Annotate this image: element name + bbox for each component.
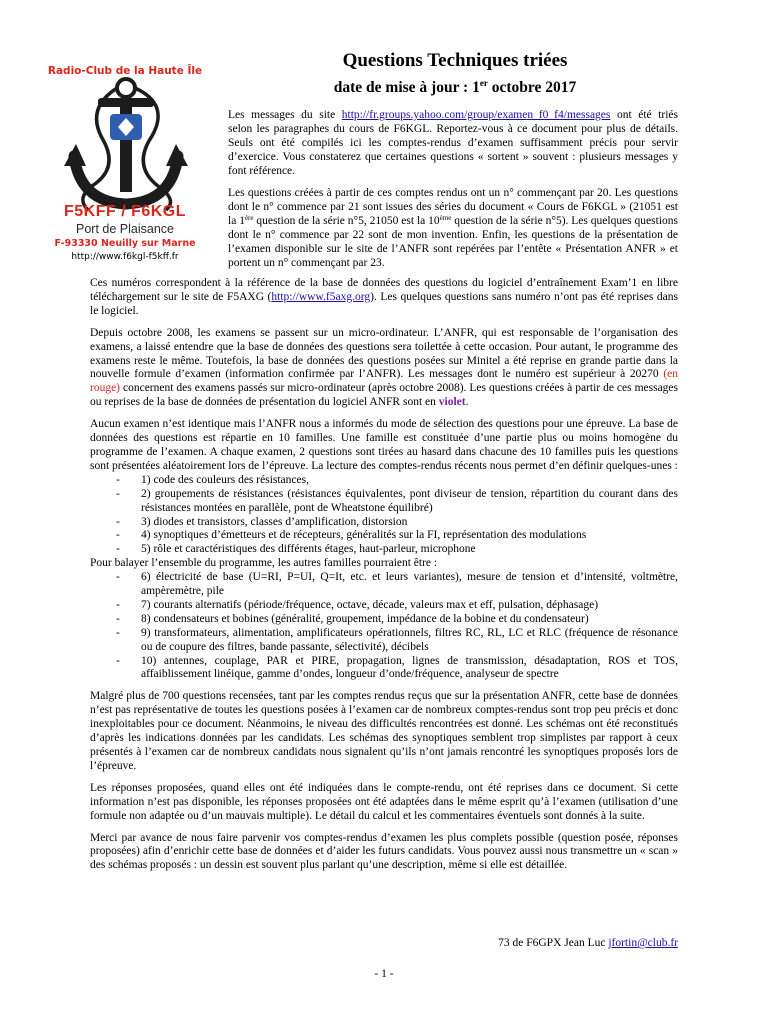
list-item-text: 4) synoptiques d’émetteurs et de récepteurs, généralités sur la FI, représentation des modulations (141, 529, 587, 542)
signature (498, 937, 678, 949)
list-dash: - (116, 654, 120, 667)
list-item (90, 488, 678, 516)
list-dash: - (116, 529, 120, 542)
family-list-1 (90, 474, 678, 557)
paragraph-numbering (90, 277, 678, 319)
list-item-text: 3) diodes et transistors, classes d’amplification, distorsion (141, 515, 408, 528)
logo-club-name: Radio-Club de la Haute Île (47, 65, 203, 77)
yahoo-group-link[interactable]: http://fr.groups.yahoo.com/group/examen_f0_f4/messages (341, 109, 611, 121)
list-item-text: 1) code des couleurs des résistances, (141, 473, 309, 486)
list-item (90, 599, 678, 613)
date-prefix: date de mise à jour : 1 (333, 79, 480, 96)
list-item (90, 543, 678, 557)
logo-website: http://www.f6kgl-f5kff.fr (71, 252, 179, 262)
list-dash: - (116, 626, 120, 639)
list-item-text: 6) électricité de base (U=RI, P=UI, Q=It, etc. et leurs variantes), mesure de tension et d’intensité, voltmètre, ampèremètre, pile (141, 571, 678, 598)
paragraph-thanks: Merci par avance de nous faire parvenir vos comptes-rendus d’examen les plus complets possible (question posée, réponses proposées) afin d’enrichir cette base de données et d’aider les futurs candidats. Vous pouvez aussi nous transmettre un « scan » des schémas proposés : un dessin est souvent plus parlant qu’une description, même si elle est détaillée. (90, 831, 678, 872)
intro-paragraph-1 (228, 109, 678, 179)
logo-city: F-93330 Neuilly sur Marne (54, 238, 196, 249)
intro-paragraph-2 (228, 187, 678, 270)
logo-callsign: F5KFF / F6KGL (63, 203, 187, 220)
paragraph-answers: Les réponses proposées, quand elles ont été indiquées dans le compte-rendu, ont été reprises dans ce document. Si cette information n’est pas disponible, les réponses proposées ont été adaptées dans le même esprit qu’à l’examen (utilisation d’une formule non adaptée ou d’un mauvais multiple). Le détail du calcul et les commentaires éventuels sont donnés à la suite. (90, 781, 678, 822)
red-note: (en rouge) (90, 368, 678, 395)
paragraph-families: Aucun examen n’est identique mais l’ANFR nous a informés du mode de sélection des questions pour une épreuve. La base de données des questions est répartie en 10 familles. Une famille est constituée d’une partie plus ou moins homogène du programme de l’examen. A chaque examen, 2 questions sont tirées au hasard dans chacune des 10 familles puis les questions sont présentées aléatoirement lors de l’épreuve. La lecture des comptes-rendus récents nous permet d’en définir quelques-unes : (90, 418, 678, 472)
page-number: - 1 - (374, 968, 394, 980)
anchor-icon (40, 74, 210, 214)
intro-p2-sup1: ère (244, 213, 254, 222)
list-dash: - (116, 598, 120, 611)
intro-p2-a: Les questions créées à partir de ces comptes rendus ont un n° commençant par 20. Les questions dont le n° commence par 21 sont issues des séries du document « Cours de F6KGL » (21051 est la 1 (228, 187, 678, 227)
list-item (90, 627, 678, 655)
intro-p2-b: question de la série n°5, 21050 est la 10 (253, 214, 440, 227)
intro-p1-text: Les messages du site (228, 109, 342, 121)
list-dash: - (116, 543, 120, 556)
list-item (90, 613, 678, 627)
p4-end: . (465, 396, 469, 409)
intro-p2-sup2: ème (439, 213, 452, 222)
list-dash: - (116, 487, 120, 500)
family-list-2 (90, 571, 678, 682)
paragraph-computer-exam (90, 327, 678, 410)
list-dash: - (116, 515, 120, 528)
list-dash: - (116, 473, 120, 486)
main-body (90, 277, 678, 873)
f5axg-link[interactable]: http://www.f5axg.org (271, 290, 371, 303)
list-item (90, 474, 678, 488)
violet-note: violet (438, 396, 466, 409)
list-item (90, 655, 678, 683)
email-link[interactable]: jfortin@club.fr (608, 937, 678, 949)
p3-text: Ces numéros correspondent à la référence de la base de données des questions du logiciel d’entraînement Exam’1 en libre téléchargement sur le site de F5AXG ( (90, 277, 678, 303)
logo-port: Port de Plaisance (76, 222, 174, 236)
date-sup: er (479, 78, 488, 88)
list-item-text: 8) condensateurs et bobines (généralité, groupement, impédance de la bobine et du condensateur) (141, 612, 589, 625)
intro-p2-c: question de la série n°5). Les quelques questions dont le n° commence par 22 sont de mon invention. Enfin, les questions de la présentation de l’examen disponible sur le site de l’ANFR sont repérées par l’entête « Présentation ANFR » et portent un n° commençant par 23. (228, 214, 678, 269)
update-date (230, 79, 680, 97)
list-item-text: 7) courants alternatifs (période/fréquence, octave, décade, valeurs max et eff, pulsation, déphasage) (141, 598, 599, 611)
list-item (90, 571, 678, 599)
p4-middle: concernent des examens passés sur micro-ordinateur (après octobre 2008). Les questions créées à partir de ces messages ou reprises de la base de données de présentation du logiciel ANFR sont en (90, 382, 678, 409)
list-dash: - (116, 612, 120, 625)
paragraph-database: Malgré plus de 700 questions recensées, tant par les comptes rendus reçus que sur la présentation ANFR, cette base de données n’est pas représentative de toutes les questions posées à l’examen car de nombreux comptes-rendus sont trop peu précis et donc inexploitables pour ce document. Néanmoins, le niveau des difficultés rencontrées est donné. Les schémas ont été reconstitués d’après les indications données par les candidats. Les schémas des synoptiques semblent trop simplistes par rapport à ceux présentés à l’examen car de nombreux candidats nous signalent qu’ils n’ont jamais rencontré les synoptiques proposés lors de l’épreuve. (90, 690, 678, 772)
page-title: Questions Techniques triées (342, 50, 568, 71)
list-item-text: 10) antennes, couplage, PAR et PIRE, propagation, lignes de transmission, désadaptation, ROS et TOS, affaiblissement linéique, gamme d’ondes, longueur d’onde/fréquence, analyseur de spectre (141, 654, 678, 681)
date-suffix: octobre 2017 (487, 79, 577, 96)
club-logo (40, 60, 210, 270)
list-item-text: 9) transformateurs, alimentation, amplificateurs opérationnels, filtres RC, RL, LC et RLC (fréquence de résonance ou de coupure des filtres, bande passante, sélectivité), décibels (141, 626, 678, 653)
list-item (90, 529, 678, 543)
list-item (90, 516, 678, 530)
intro-p1-after: ont été triés selon les paragraphes du cours de F6KGL. Reportez-vous à ce document pour plus de détails. Seuls ont été compilés ici les comptes-rendus d’examen suffisamment précis pour servir d’exercice. Vous constaterez que certaines questions « sortent » souvent : plusieurs messages y font référence. (228, 109, 678, 177)
p4-text: Depuis octobre 2008, les examens se passent sur un micro-ordinateur. L’ANFR, qui est responsable de l’organisation des examens, a laissé entendre que la base de données des questions sera toilettée à cette occasion. Pour autant, le programme des examens reste le même. Toutefois, la base de données des questions posées sur Minitel a été reprise en grande partie dans la nouvelle formule d’examen (information confirmée par l’ANFR). Les messages dont le numéro est supérieur à 20270 (90, 326, 678, 381)
list-intro-2: Pour balayer l’ensemble du programme, les autres familles pourraient être : (90, 557, 438, 570)
list-item-text: 2) groupements de résistances (résistances équivalentes, pont diviseur de tension, répartition du courant dans des résistances montées en parallèle, pont de Wheatstone équilibré) (141, 487, 678, 514)
p3-after: ). Les quelques questions sans numéro n’ont pas été reprises dans le logiciel. (90, 290, 678, 317)
list-item-text: 5) rôle et caractéristiques des différents étages, haut-parleur, microphone (141, 543, 476, 556)
signature-text: 73 de F6GPX Jean Luc (498, 937, 609, 949)
list-dash: - (116, 571, 120, 584)
